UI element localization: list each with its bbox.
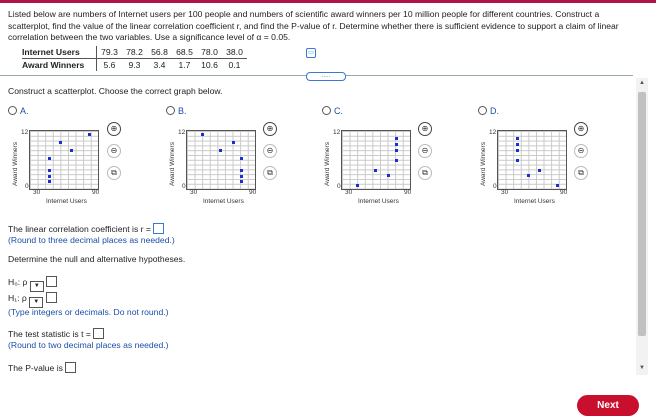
plot-point (219, 149, 222, 152)
zoom-in-icon[interactable]: ⊕ (263, 122, 277, 136)
plot-point (88, 133, 91, 136)
plot-point (48, 169, 51, 172)
plot-point (201, 133, 204, 136)
h1-row (8, 292, 57, 308)
h0-operator-select[interactable]: ▼ (30, 281, 44, 292)
y-axis-label: Award Winners (12, 142, 19, 186)
scroll-up-arrow-icon[interactable]: ▲ (639, 80, 645, 86)
plot-point (48, 175, 51, 178)
plot-point (70, 149, 73, 152)
h0-label: H₀: ρ (8, 277, 28, 287)
option-b[interactable] (166, 106, 187, 116)
y-tick-min: 0 (25, 183, 29, 190)
popout-icon[interactable]: ⧉ (574, 166, 588, 180)
zoom-in-icon[interactable]: ⊕ (107, 122, 121, 136)
option-a-label: A. (20, 106, 29, 116)
scatterplot-d (497, 130, 567, 190)
radio-b[interactable] (166, 106, 175, 115)
scatterplot-a (29, 130, 99, 190)
zoom-out-icon[interactable]: ⊖ (107, 144, 121, 158)
radio-a[interactable] (8, 106, 17, 115)
plot-point (374, 169, 377, 172)
h0-row (8, 276, 57, 292)
plot-point (516, 143, 519, 146)
scrollbar[interactable] (636, 78, 648, 375)
y-axis-label: Award Winners (169, 142, 176, 186)
table-cell: 1.7 (178, 60, 191, 70)
popout-icon[interactable]: ⧉ (107, 166, 121, 180)
pvalue-input[interactable] (65, 362, 76, 373)
plot-point (516, 137, 519, 140)
scroll-thumb[interactable] (638, 92, 646, 336)
plot-point (240, 169, 243, 172)
x-tick-min: 30 (501, 189, 509, 196)
hypotheses-hint: (Type integers or decimals. Do not round.) (8, 307, 169, 317)
correlation-hint: (Round to three decimal places as needed.) (8, 235, 175, 245)
plot-point (527, 174, 530, 177)
popout-icon[interactable]: ⧉ (263, 166, 277, 180)
y-tick-max: 12 (333, 129, 341, 136)
scatterplot-b (186, 130, 256, 190)
table-cell: 10.6 (201, 60, 218, 70)
plot-point (48, 180, 51, 183)
table-cell: 79.3 (97, 46, 123, 59)
x-axis-label: Internet Users (358, 198, 399, 205)
question-text: Listed below are numbers of Internet users per 100 people and numbers of scientific award winners per 10 million people for different countries. Construct a scatterplot, find the value of the linear correlation coefficient r, and find the P-value of r. Determine whether there is sufficient evidence to support a claim of linear correlation between the two variables. Use a significance level of α = 0.05. (8, 9, 619, 42)
zoom-out-icon[interactable]: ⊖ (574, 144, 588, 158)
zoom-out-icon[interactable]: ⊖ (418, 144, 432, 158)
table-cell: 78.2 (122, 46, 147, 59)
table-cell: 9.3 (128, 60, 141, 70)
scatter-prompt: Construct a scatterplot. Choose the correct graph below. (8, 86, 223, 96)
table-row (22, 59, 247, 72)
y-axis-label: Award Winners (324, 142, 331, 186)
option-d[interactable] (478, 106, 499, 116)
plot-point (59, 141, 62, 144)
option-a[interactable] (8, 106, 29, 116)
plot-point (516, 159, 519, 162)
h1-operator-select[interactable]: ▼ (29, 297, 43, 308)
y-tick-min: 0 (337, 183, 341, 190)
table-cell: 38.0 (222, 46, 247, 59)
plot-point (516, 149, 519, 152)
x-tick-max: 90 (560, 189, 568, 196)
popout-icon[interactable]: ⧉ (418, 166, 432, 180)
option-d-label: D. (490, 106, 499, 116)
test-stat-prompt: The test statistic is t = (8, 329, 91, 339)
copy-icon[interactable]: ▭ (306, 48, 316, 58)
plot-point (387, 174, 390, 177)
x-axis-label: Internet Users (514, 198, 555, 205)
test-stat-input[interactable] (93, 328, 104, 339)
plot-point (48, 157, 51, 160)
expand-dots-button[interactable]: ..... (306, 72, 346, 81)
option-c[interactable] (322, 106, 343, 116)
y-tick-min: 0 (493, 183, 497, 190)
y-axis-label: Award Winners (480, 142, 487, 186)
option-b-label: B. (178, 106, 187, 116)
pvalue-row (8, 362, 76, 374)
x-tick-max: 90 (404, 189, 412, 196)
top-accent-bar (0, 0, 656, 3)
y-tick-max: 12 (489, 129, 497, 136)
radio-c[interactable] (322, 106, 331, 115)
correlation-prompt: The linear correlation coefficient is r = (8, 224, 151, 234)
y-tick-max: 12 (178, 129, 186, 136)
zoom-out-icon[interactable]: ⊖ (263, 144, 277, 158)
plot-point (356, 184, 359, 187)
table-cell: 0.1 (228, 60, 241, 70)
plot-point (538, 169, 541, 172)
row-label-award-winners: Award Winners (22, 59, 97, 72)
correlation-row (8, 223, 164, 235)
y-tick-max: 12 (21, 129, 29, 136)
test-stat-row (8, 328, 104, 340)
table-cell: 78.0 (197, 46, 222, 59)
plot-point (240, 157, 243, 160)
pvalue-prompt: The P-value is (8, 363, 63, 373)
zoom-in-icon[interactable]: ⊕ (574, 122, 588, 136)
zoom-in-icon[interactable]: ⊕ (418, 122, 432, 136)
correlation-input[interactable] (153, 223, 164, 234)
x-axis-label: Internet Users (46, 198, 87, 205)
table-cell: 5.6 (103, 60, 116, 70)
plot-point (395, 149, 398, 152)
h0-value-input[interactable] (46, 276, 57, 287)
plot-point (556, 184, 559, 187)
row-label-internet-users: Internet Users (22, 46, 97, 59)
hypotheses-prompt: Determine the null and alternative hypotheses. (8, 254, 186, 264)
y-tick-min: 0 (182, 183, 186, 190)
plot-point (395, 137, 398, 140)
x-tick-max: 90 (92, 189, 100, 196)
plot-point (395, 159, 398, 162)
scatterplot-c (341, 130, 411, 190)
test-stat-hint: (Round to two decimal places as needed.) (8, 340, 169, 350)
x-tick-min: 30 (345, 189, 353, 196)
radio-d[interactable] (478, 106, 487, 115)
plot-point (232, 141, 235, 144)
x-tick-min: 30 (33, 189, 41, 196)
x-tick-min: 30 (190, 189, 198, 196)
plot-point (240, 175, 243, 178)
scroll-down-arrow-icon[interactable]: ▼ (639, 365, 645, 371)
next-button[interactable]: Next (577, 395, 639, 416)
h1-label: H₁: ρ (8, 293, 27, 303)
plot-point (395, 143, 398, 146)
plot-point (240, 180, 243, 183)
table-row (22, 46, 247, 59)
data-table (22, 46, 247, 71)
x-axis-label: Internet Users (203, 198, 244, 205)
h1-value-input[interactable] (46, 292, 57, 303)
table-cell: 56.8 (147, 46, 172, 59)
table-cell: 3.4 (153, 60, 166, 70)
table-cell: 68.5 (172, 46, 197, 59)
x-tick-max: 90 (249, 189, 257, 196)
option-c-label: C. (334, 106, 343, 116)
